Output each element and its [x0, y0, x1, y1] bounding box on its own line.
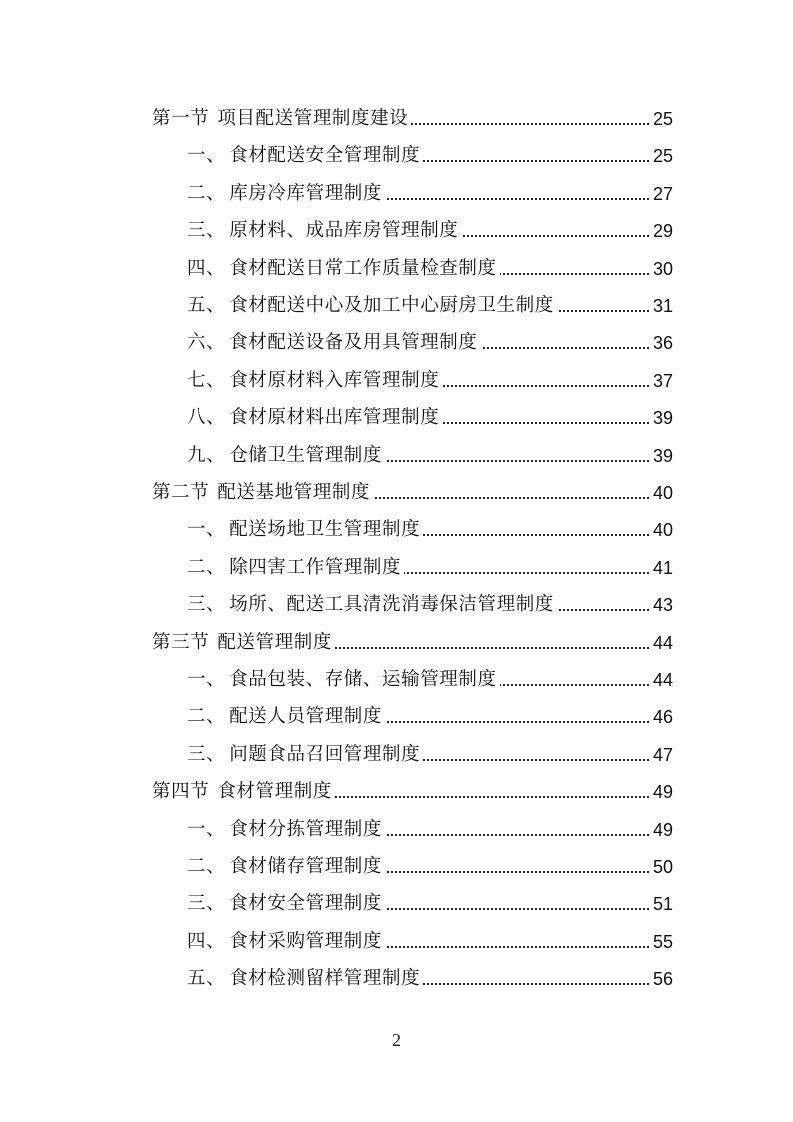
toc-entry-number: 三、 — [187, 893, 226, 915]
toc-entry-page: 44 — [650, 633, 673, 654]
toc-entry-title: 食品包装、存储、运输管理制度 — [229, 669, 497, 690]
toc-entry-label — [187, 179, 385, 205]
toc-entry-page: 49 — [650, 820, 673, 841]
toc-entry-title: 项目配送管理制度建设 — [217, 108, 409, 129]
toc-entry-label — [187, 328, 481, 354]
toc-entry-title: 问题食品召回管理制度 — [229, 743, 421, 765]
toc-entry-title: 食材储存管理制度 — [229, 856, 383, 877]
toc-entry-label — [187, 553, 404, 579]
toc-entry-number: 第四节 — [152, 781, 210, 803]
toc-entry-title: 食材分拣管理制度 — [229, 818, 383, 840]
toc-entry-title: 配送管理制度 — [217, 631, 332, 653]
toc-entry-label — [187, 216, 461, 242]
toc-entry-page: 29 — [650, 221, 673, 242]
toc-entry-label — [187, 740, 423, 766]
toc-entry-page: 46 — [650, 707, 673, 728]
toc-entry[interactable] — [0, 852, 793, 880]
toc-entry-title: 食材安全管理制度 — [229, 893, 383, 915]
toc-entry-page: 41 — [650, 558, 673, 579]
toc-entry-title: 食材采购管理制度 — [229, 930, 383, 952]
toc-entry-number: 三、 — [187, 220, 226, 242]
toc-entry-number: 一、 — [187, 818, 226, 840]
toc-entry-number: 二、 — [187, 556, 226, 578]
toc-entry[interactable] — [0, 254, 793, 282]
toc-entry-label — [187, 590, 557, 616]
toc-entry-page: 39 — [650, 446, 673, 467]
toc-entry-page: 50 — [650, 857, 673, 878]
toc-entry[interactable] — [0, 216, 793, 244]
toc-entry[interactable] — [0, 889, 793, 917]
toc-entry-number: 一、 — [187, 519, 226, 541]
toc-entry-title: 场所、配送工具清洗消毒保洁管理制度 — [229, 594, 554, 616]
toc-entry-title: 食材配送中心及加工中心厨房卫生制度 — [229, 295, 554, 316]
toc-entry-title: 库房冷库管理制度 — [229, 182, 383, 204]
toc-entry-page: 31 — [650, 296, 673, 317]
toc-entry[interactable] — [0, 291, 793, 319]
toc-entry-page: 43 — [650, 595, 673, 616]
toc-entry-number: 五、 — [187, 295, 226, 316]
toc-entry-title: 食材配送设备及用具管理制度 — [229, 332, 478, 354]
toc-entry[interactable] — [0, 141, 793, 169]
toc-entry-page: 44 — [650, 670, 673, 691]
toc-entry-number: 一、 — [187, 145, 226, 167]
page-number: 2 — [392, 1030, 401, 1050]
toc-entry-page: 25 — [650, 146, 673, 167]
toc-entry-page: 40 — [650, 483, 673, 504]
toc-entry-number: 七、 — [187, 369, 226, 391]
toc-entry-number: 二、 — [187, 856, 226, 877]
toc-entry-label — [152, 628, 335, 654]
toc-entry-label — [187, 927, 385, 953]
toc-entry[interactable] — [0, 815, 793, 843]
toc-entry-label — [187, 403, 442, 429]
toc-entry-label — [187, 815, 385, 841]
toc-entry-title: 食材配送安全管理制度 — [229, 145, 421, 167]
toc-entry-label — [187, 254, 500, 280]
toc-entry-label — [187, 852, 385, 878]
toc-entry-page: 30 — [650, 259, 673, 280]
toc-entry-label — [187, 964, 423, 990]
toc-entry-title: 食材检测留样管理制度 — [229, 968, 421, 990]
toc-entry-page: 37 — [650, 371, 673, 392]
toc-entry-title: 除四害工作管理制度 — [229, 556, 402, 578]
toc-entry[interactable] — [0, 179, 793, 207]
toc-entry-page: 55 — [650, 932, 673, 953]
toc-entry-number: 九、 — [187, 444, 226, 466]
toc-entry-number: 第三节 — [152, 631, 210, 653]
toc-entry-title: 食材原材料入库管理制度 — [229, 369, 440, 391]
toc-entry-label — [152, 777, 335, 803]
toc-entry-page: 25 — [650, 109, 673, 130]
toc-entry-title: 配送基地管理制度 — [217, 482, 371, 503]
toc-entry-number: 二、 — [187, 706, 226, 728]
toc-entry[interactable] — [0, 628, 793, 656]
toc-entry-page: 49 — [650, 782, 673, 803]
toc-entry[interactable] — [0, 104, 793, 132]
toc-entry-label — [187, 665, 500, 691]
toc-entry-title: 配送场地卫生管理制度 — [229, 519, 421, 541]
toc-entry-number: 一、 — [187, 669, 226, 690]
toc-entry-label — [187, 291, 557, 317]
toc-entry[interactable] — [0, 702, 793, 730]
toc-entry-number: 四、 — [187, 930, 226, 952]
toc-entry-page: 56 — [650, 969, 673, 990]
toc-entry-label — [187, 141, 423, 167]
toc-entry-title: 仓储卫生管理制度 — [229, 444, 383, 466]
toc-entry-title: 食材管理制度 — [217, 781, 332, 803]
toc-entry-number: 第一节 — [152, 108, 210, 129]
toc-entry-page: 36 — [650, 333, 673, 354]
toc-entry-number: 四、 — [187, 257, 226, 279]
toc-entry-title: 原材料、成品库房管理制度 — [229, 220, 459, 242]
toc-entry-label — [187, 515, 423, 541]
toc-entry-number: 第二节 — [152, 482, 210, 503]
toc-entry[interactable] — [0, 927, 793, 955]
toc-entry[interactable] — [0, 366, 793, 394]
toc-entry-label — [187, 441, 385, 467]
toc-entry-number: 三、 — [187, 594, 226, 616]
toc-entry-page: 47 — [650, 745, 673, 766]
toc-entry-label — [152, 104, 411, 130]
toc-entry-page: 51 — [650, 894, 673, 915]
toc-entry[interactable] — [0, 964, 793, 992]
toc-entry-title: 食材原材料出库管理制度 — [229, 407, 440, 429]
toc-entry-label — [187, 702, 385, 728]
toc-entry[interactable] — [0, 328, 793, 356]
toc-entry-title: 配送人员管理制度 — [229, 706, 383, 728]
toc-entry-number: 三、 — [187, 743, 226, 765]
toc-entry-label — [187, 366, 442, 392]
toc-entry-page: 39 — [650, 408, 673, 429]
toc-entry-title: 食材配送日常工作质量检查制度 — [229, 257, 497, 279]
toc-entry-number: 二、 — [187, 182, 226, 204]
toc-entry[interactable] — [0, 441, 793, 469]
toc-entry-page: 27 — [650, 184, 673, 205]
toc-entry[interactable] — [0, 515, 793, 543]
toc-entry[interactable] — [0, 665, 793, 693]
toc-entry-label — [152, 478, 373, 504]
toc-entry[interactable] — [0, 553, 793, 581]
toc-entry-number: 六、 — [187, 332, 226, 354]
toc-entry-number: 八、 — [187, 407, 226, 429]
toc-entry-label — [187, 889, 385, 915]
toc-entry[interactable] — [0, 590, 793, 618]
toc-entry-number: 五、 — [187, 968, 226, 990]
toc-entry[interactable] — [0, 777, 793, 805]
toc-entry-page: 40 — [650, 520, 673, 541]
toc-entry[interactable] — [0, 740, 793, 768]
toc-entry[interactable] — [0, 403, 793, 431]
toc-entry[interactable] — [0, 478, 793, 506]
